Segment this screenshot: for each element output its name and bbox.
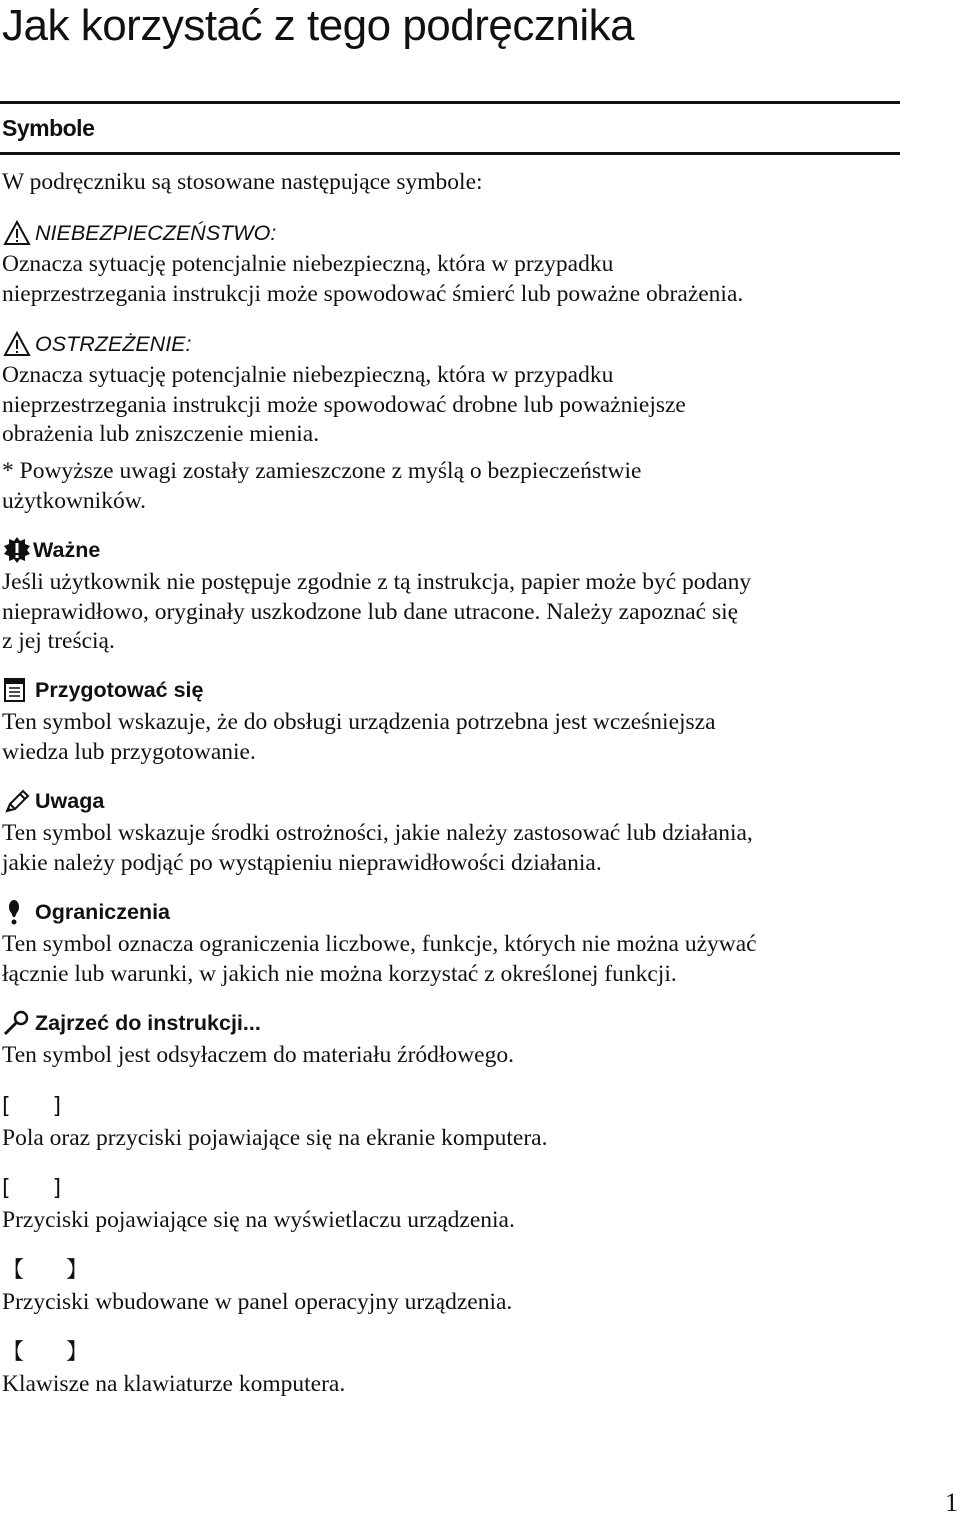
- reference-line: Ten symbol jest odsyłaczem do materiału źródłowego.: [2, 1042, 514, 1068]
- danger-line: Oznacza sytuację potencjalnie niebezpieczną, która w przypadku: [2, 251, 614, 277]
- prepare-line: Ten symbol wskazuje, że do obsługi urządzenia potrzebna jest wcześniejsza: [2, 709, 716, 735]
- limitation-label: Ograniczenia: [35, 900, 171, 924]
- reference-heading: [2, 1009, 261, 1037]
- danger-label: NIEBEZPIECZEŃSTWO:: [35, 221, 277, 245]
- notepad-icon: [2, 676, 32, 704]
- reference-label: Zajrzeć do instrukcji...: [35, 1011, 261, 1035]
- bracket-symbol: [ ]: [2, 1176, 62, 1201]
- bold-bracket-symbol: 【 】: [2, 1258, 88, 1283]
- bracket-description: Pola oraz przyciski pojawiające się na ekranie komputera.: [2, 1125, 548, 1151]
- important-heading: [2, 536, 100, 564]
- bold-bracket-symbol: 【 】: [2, 1340, 88, 1365]
- bracket-description: Klawisze na klawiaturze komputera.: [2, 1371, 346, 1397]
- page-number: 1: [945, 1488, 958, 1517]
- warning-label: OSTRZEŻENIE:: [35, 332, 192, 356]
- important-line: nieprawidłowo, oryginały uszkodzone lub dane utracone. Należy zapoznać się: [2, 598, 739, 625]
- note-line: Ten symbol wskazuje środki ostrożności, jakie należy zastosować lub działania,: [2, 820, 753, 846]
- important-line: Jeśli użytkownik nie postępuje zgodnie z tą instrukcja, papier może być podany: [2, 569, 752, 595]
- note-label: Uwaga: [35, 789, 105, 813]
- page-title: Jak korzystać z tego podręcznika: [2, 1, 635, 50]
- top-rule: [0, 101, 900, 104]
- limitation-line: łącznie lub warunki, w jakich nie można korzystać z określonej funkcji.: [2, 960, 677, 987]
- warning-line: nieprzestrzegania instrukcji może spowodować drobne lub poważniejsze: [2, 391, 686, 418]
- warning-triangle-icon: [2, 330, 32, 358]
- warning-heading: [2, 330, 191, 358]
- section-heading: Symbole: [2, 115, 95, 141]
- limitation-heading: [2, 898, 170, 926]
- danger-heading: [2, 219, 276, 247]
- important-exclamation-icon: [2, 536, 30, 564]
- bracket-symbol: [ ]: [2, 1094, 62, 1119]
- note-heading: [2, 787, 104, 815]
- important-line: z jej treścią.: [2, 628, 115, 654]
- magnifier-icon: [2, 1009, 32, 1037]
- bracket-description: Przyciski pojawiające się na wyświetlaczu urządzenia.: [2, 1207, 515, 1233]
- prepare-heading: [2, 676, 203, 704]
- note-line: jakie należy podjąć po wystąpieniu nieprawidłowości działania.: [2, 849, 602, 876]
- bottom-rule: [0, 152, 900, 155]
- pencil-icon: [2, 787, 32, 815]
- prepare-line: wiedza lub przygotowanie.: [2, 738, 256, 765]
- prepare-label: Przygotować się: [35, 678, 204, 702]
- important-label: Ważne: [33, 538, 101, 562]
- warning-triangle-icon: [2, 219, 32, 247]
- intro-text: W podręczniku są stosowane następujące symbole:: [2, 169, 483, 195]
- danger-line: nieprzestrzegania instrukcji może spowodować śmierć lub poważne obrażenia.: [2, 280, 744, 307]
- exclamation-icon: [2, 898, 32, 926]
- limitation-line: Ten symbol oznacza ograniczenia liczbowe, funkcje, których nie można używać: [2, 931, 757, 957]
- warning-line: obrażenia lub zniszczenie mienia.: [2, 421, 320, 447]
- warning-line: Oznacza sytuację potencjalnie niebezpieczną, która w przypadku: [2, 362, 614, 388]
- safety-note-line: * Powyższe uwagi zostały zamieszczone z myślą o bezpieczeństwie: [2, 458, 642, 484]
- bracket-description: Przyciski wbudowane w panel operacyjny urządzenia.: [2, 1289, 513, 1315]
- safety-note-line: użytkowników.: [2, 487, 147, 514]
